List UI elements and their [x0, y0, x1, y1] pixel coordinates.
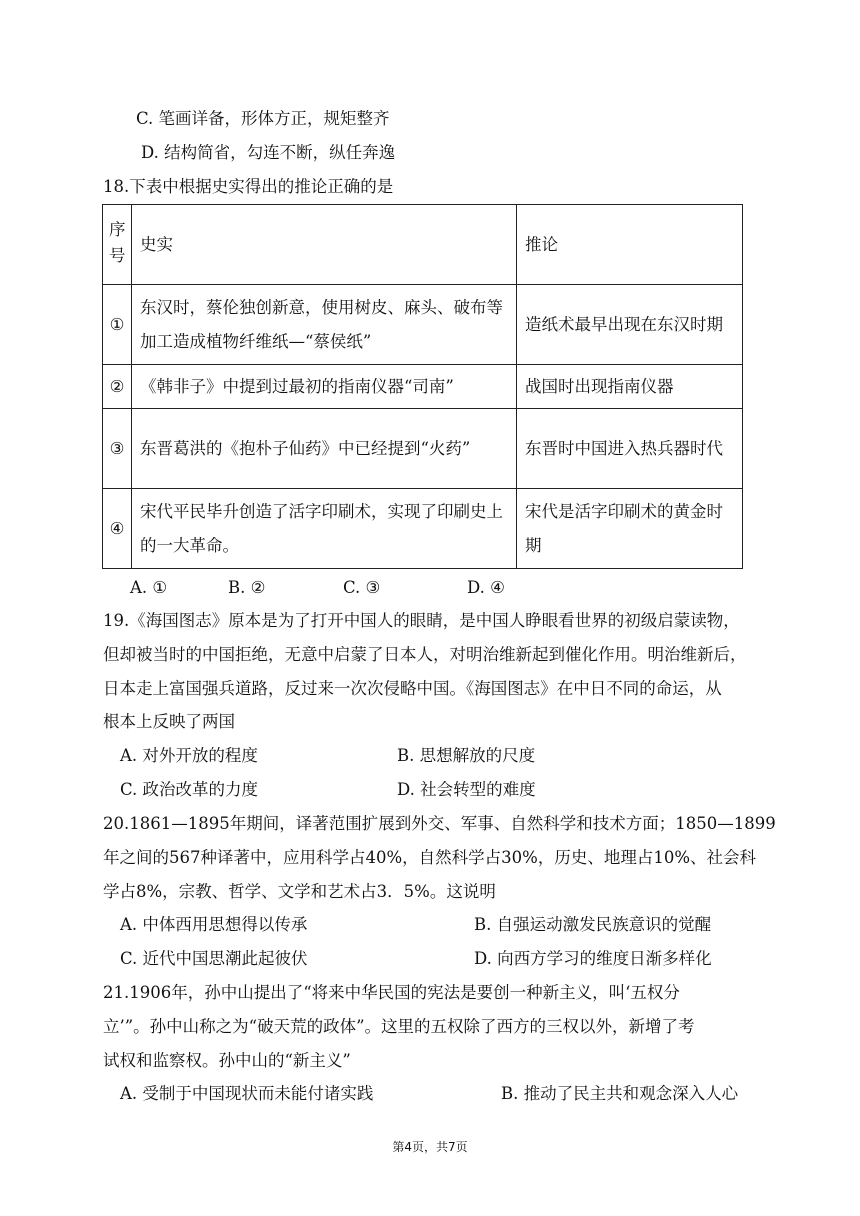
q17-option-d: D. 结构简省，勾连不断，纵任奔逸 [141, 143, 396, 162]
q20-stem-line: 20.1861—1895年期间，译著范围扩展到外交、军事、自然科学和技术方面；1850—1899 [103, 814, 776, 833]
q20-option-d: D. 向西方学习的维度日渐多样化 [474, 949, 712, 968]
page-footer: 第4页，共7页 [392, 1140, 468, 1154]
table-row [103, 409, 743, 489]
header-num: 序号 [103, 205, 132, 285]
q21-option-b: B. 推动了民主共和观念深入人心 [501, 1084, 739, 1103]
q21-stem-line: 立’”。孙中山称之为“破天荒的政体”。这里的五权除了西方的三权以外，新增了考 [103, 1017, 695, 1036]
q20-option-b: B. 自强运动激发民族意识的觉醒 [474, 915, 712, 934]
row-inference: 宋代是活字印刷术的黄金时期 [517, 489, 743, 569]
q21-stem-line: 试权和监察权。孙中山的“新主义” [103, 1051, 351, 1070]
q20-stem-line: 学占8%，宗教、哲学、文学和艺术占3．5%。这说明 [103, 882, 496, 901]
q20-option-a: A. 中体西用思想得以传承 [120, 915, 308, 934]
row-inference: 东晋时中国进入热兵器时代 [517, 409, 743, 489]
table-header-row [103, 205, 743, 285]
q20-stem-line: 年之间的567种译著中，应用科学占40%，自然科学占30%，历史、地理占10%、社会科 [103, 848, 757, 867]
q19-option-c: C. 政治改革的力度 [120, 780, 259, 799]
row-fact: 宋代平民毕升创造了活字印刷术，实现了印刷史上的一大革命。 [132, 489, 517, 569]
header-inference: 推论 [517, 205, 743, 285]
row-num: ④ [103, 489, 132, 569]
table-row [103, 285, 743, 365]
q19-stem-line: 根本上反映了两国 [103, 712, 235, 731]
q18-option-b: B. ② [228, 578, 266, 597]
q19-stem-line: 19.《海国图志》原本是为了打开中国人的眼睛，是中国人睁眼看世界的初级启蒙读物， [103, 611, 740, 630]
row-num: ① [103, 285, 132, 365]
q19-option-a: A. 对外开放的程度 [120, 746, 258, 765]
row-fact: 东汉时，蔡伦独创新意，使用树皮、麻头、破布等加工造成植物纤维纸—“蔡侯纸” [132, 285, 517, 365]
table-row [103, 489, 743, 569]
q21-option-a: A. 受制于中国现状而未能付诸实践 [120, 1084, 374, 1103]
q18-option-a: A. ① [130, 578, 168, 597]
q19-stem-line: 但却被当时的中国拒绝，无意中启蒙了日本人，对明治维新起到催化作用。明治维新后， [103, 645, 747, 664]
q19-option-d: D. 社会转型的难度 [397, 780, 536, 799]
row-fact: 东晋葛洪的《抱朴子仙药》中已经提到“火药” [132, 409, 517, 489]
row-num: ③ [103, 409, 132, 489]
row-num: ② [103, 365, 132, 409]
q18-option-d: D. ④ [467, 578, 505, 597]
q19-stem-line: 日本走上富国强兵道路，反过来一次次侵略中国。《海国图志》在中日不同的命运，从 [103, 679, 722, 698]
row-fact: 《韩非子》中提到过最初的指南仪器“司南” [132, 365, 517, 409]
header-fact: 史实 [132, 205, 517, 285]
q18-option-c: C. ③ [343, 578, 381, 597]
q20-option-c: C. 近代中国思潮此起彼伏 [120, 949, 308, 968]
table-row [103, 365, 743, 409]
row-inference: 造纸术最早出现在东汉时期 [517, 285, 743, 365]
history-table [102, 204, 743, 569]
row-inference: 战国时出现指南仪器 [517, 365, 743, 409]
q17-option-c: C. 笔画详备，形体方正，规矩整齐 [136, 109, 390, 128]
q19-option-b: B. 思想解放的尺度 [397, 746, 536, 765]
q18-stem: 18.下表中根据史实得出的推论正确的是 [103, 177, 394, 196]
q21-stem-line: 21.1906年，孙中山提出了“将来中华民国的宪法是要创一种新主义，叫‘五权分 [103, 983, 680, 1002]
